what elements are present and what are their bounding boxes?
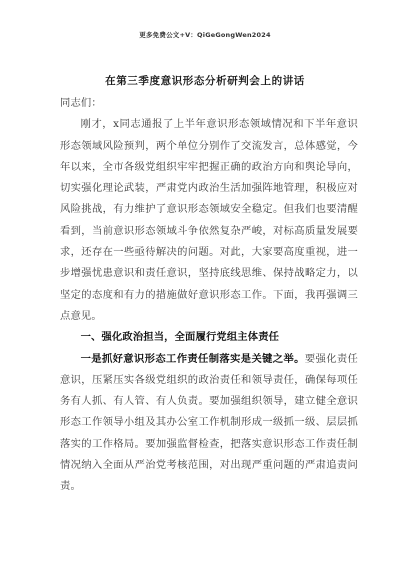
- salutation: 同志们：: [60, 97, 102, 109]
- paragraph-2-body: 要强化责任意识，压紧压实各级党组织的政治责任和领导责任，确保每项任务有人抓、有人管、有人负责。要加强组织领导，建立健全意识形态工作领导小组及其办公室工作机制形成一级抓一级、层层抓落实的工作格局。要加强监督检查，把落实意识形态工作责任制情况纳入全面从严治党考核范围，对出现严重问题的严肃追责问责。: [60, 352, 359, 493]
- paragraph-2-lead: 一是抓好意识形态工作责任制落实是关键之举。: [80, 352, 305, 365]
- section-heading: 一、强化政治担当，全面履行党组主体责任: [80, 331, 280, 344]
- paragraph-1: 刚才，x同志通报了上半年意识形态领域情况和下半年意识形态领域风险预判，两个单位分别作了交流发言，总体感觉，今年以来，全市各级党组织牢牢把握正确的政治方向和舆论导向，切实强化理论武装，严肃党内政治生活加强阵地管理，积极应对风险挑战，有力维护了意识形态领域安全稳定。但我们也要清醒看到，当前意识形态领域斗争依然复杂严峻，对标高质量发展要求，还存在一些亟待解决的问题。对此，大家要高度重视，进一步增强忧患意识和责任意识，坚持底线思维、保持战略定力，以坚定的态度和有力的措施做好意识形态工作。下面，我再强调三点意见。: [60, 118, 358, 322]
- document-body: [60, 93, 358, 498]
- header-note: 更多免费公文+V：QiGeGongWen2024: [139, 31, 271, 39]
- paragraph-2: [60, 349, 358, 498]
- page-title: 在第三季度意识形态分析研判会上的讲话: [105, 75, 305, 87]
